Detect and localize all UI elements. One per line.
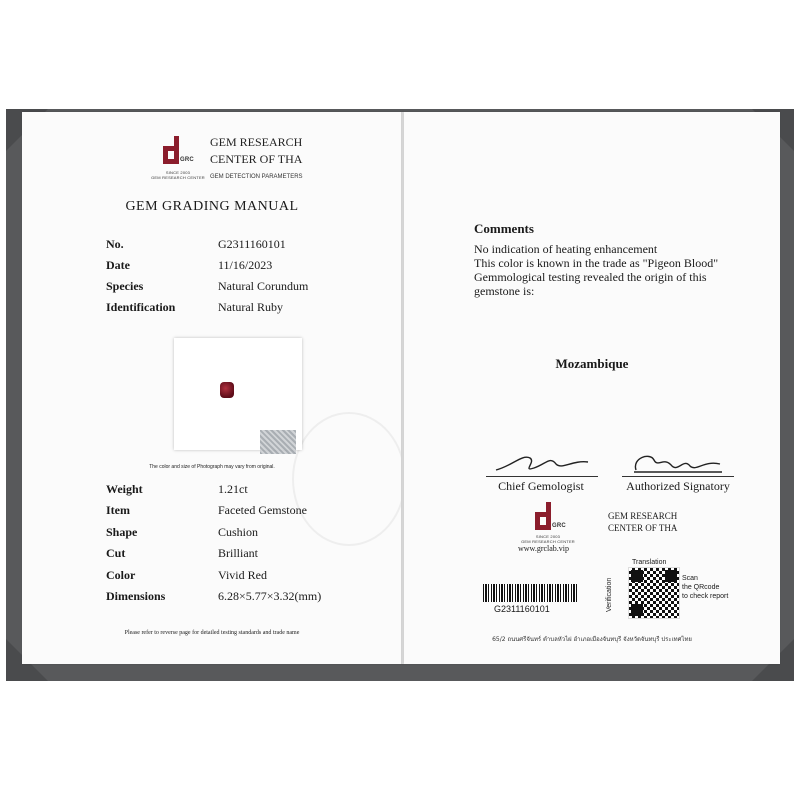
logo-abbr: GRC <box>552 523 566 529</box>
authorized-signatory-label: Authorized Signatory <box>626 479 730 493</box>
lab-address: 65/2 ถนนศรีจันทร์ ตำบลหัวไผ่ อำเภอเมืองจันทบุรี จังหวัดจันทบุรี ประเทศไทย <box>492 636 692 643</box>
detail-label: Cut <box>106 546 126 560</box>
lab-name-line2: CENTER OF THA <box>210 152 303 166</box>
detail-value: Natural Ruby <box>218 300 283 314</box>
detail-label: Species <box>106 279 144 293</box>
logo-caption: GEM RESEARCH CENTER <box>521 539 575 544</box>
verification-label: Verification <box>606 577 613 612</box>
detail-value: 11/16/2023 <box>218 258 273 272</box>
signature-line <box>622 476 734 477</box>
detail-label: Weight <box>106 482 143 496</box>
lab-tagline: GEM DETECTION PARAMETERS <box>210 174 303 180</box>
photo-caption: The color and size of Photograph may vary from original. <box>149 464 275 470</box>
certificate-right-page <box>404 112 780 664</box>
lab-name-line1: GEM RESEARCH <box>608 511 678 521</box>
authorized-signature <box>628 448 728 478</box>
website-link[interactable]: www.grclab.vip <box>518 544 570 553</box>
certificate-left-page <box>22 112 402 664</box>
detail-label: Date <box>106 258 130 272</box>
chief-gemologist-label: Chief Gemologist <box>498 479 584 493</box>
chief-gemologist-signature <box>492 448 592 478</box>
comments-body <box>474 242 774 298</box>
comment-line: Gemmological testing revealed the origin of this <box>474 270 707 284</box>
detail-value: Vivid Red <box>218 568 267 582</box>
detail-label: No. <box>106 237 124 251</box>
detail-value: 6.28×5.77×3.32(mm) <box>218 589 322 603</box>
translation-label: Translation <box>632 559 667 566</box>
grc-logo <box>160 136 196 172</box>
detail-value: Brilliant <box>218 546 258 560</box>
signature-line <box>486 476 598 477</box>
ruby-image <box>220 382 234 398</box>
logo-abbr: GRC <box>180 157 194 163</box>
lab-name-line1: GEM RESEARCH <box>210 135 303 149</box>
detail-value: G2311160101 <box>218 237 286 251</box>
comments-title: Comments <box>474 221 534 236</box>
detail-label: Color <box>106 568 136 582</box>
hologram-sticker <box>260 430 296 454</box>
qr-text-line: to check report <box>682 593 729 600</box>
detail-value: Faceted Gemstone <box>218 503 307 517</box>
comment-line: No indication of heating enhancement <box>474 242 658 256</box>
gem-photo <box>174 338 302 450</box>
detail-value: Natural Corundum <box>218 279 309 293</box>
footer-note: Please refer to reverse page for detailed testing standards and trade name <box>124 630 300 636</box>
comment-line: This color is known in the trade as "Pigeon Blood" <box>474 256 719 270</box>
origin-country: Mozambique <box>555 356 629 371</box>
lab-name-line2: CENTER OF THA <box>608 523 678 533</box>
logo-since: SINCE 2003 <box>165 170 191 175</box>
comment-line: gemstone is: <box>474 284 535 298</box>
report-barcode <box>483 584 577 602</box>
qr-text-line: the QRcode <box>682 584 720 591</box>
document-title: GEM GRADING MANUAL <box>125 199 299 214</box>
detail-value: 1.21ct <box>218 482 248 496</box>
detail-label: Item <box>106 503 130 517</box>
lab-name <box>608 510 677 534</box>
qr-text-line: Scan <box>682 575 698 582</box>
qr-instructions <box>682 574 728 601</box>
logo-caption: GEM RESEARCH CENTER <box>151 175 205 180</box>
barcode-number: G2311160101 <box>494 604 550 614</box>
detail-value: Cushion <box>218 525 259 539</box>
detail-label: Dimensions <box>106 589 166 603</box>
detail-label: Identification <box>106 300 176 314</box>
detail-label: Shape <box>106 525 138 539</box>
logo-since: SINCE 2003 <box>535 534 561 539</box>
watermark-seal <box>292 412 406 546</box>
grc-logo <box>532 502 568 538</box>
verification-qr-code[interactable] <box>628 567 680 619</box>
